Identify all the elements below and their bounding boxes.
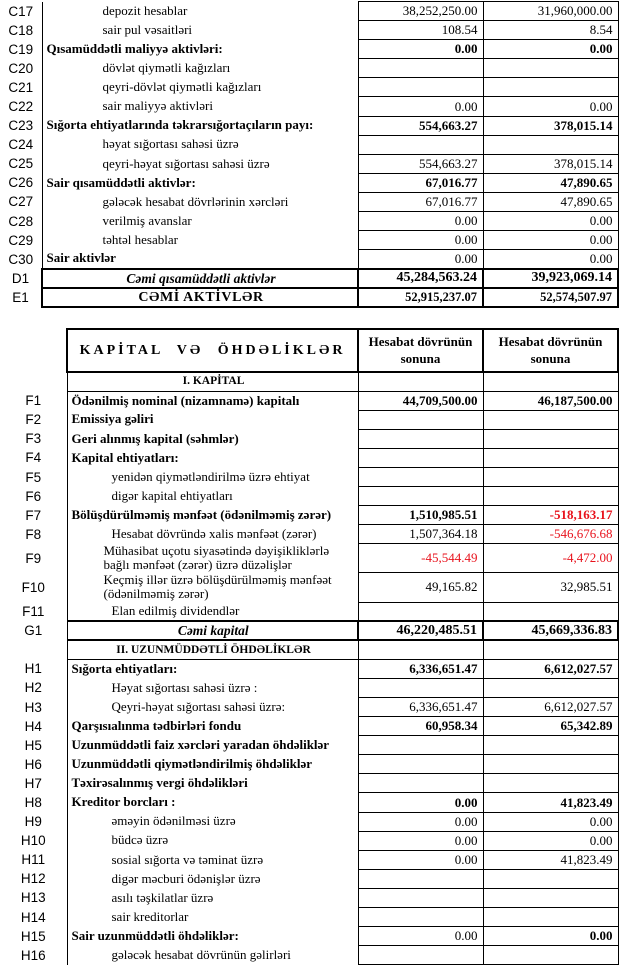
row-label: qeyri-həyat sığortası sahəsi üzrə — [102, 155, 270, 171]
row-label: Keçmiş illər üzrə bölüşdürülməmiş mənfəət (ödənilməmiş zərər) — [67, 573, 358, 602]
value-col2: 47,890.65 — [483, 173, 618, 192]
row-code: F9 — [0, 544, 67, 573]
row-code: F3 — [0, 429, 67, 448]
table-row — [0, 946, 618, 965]
value-col2: 0.00 — [483, 831, 618, 850]
table-row — [0, 391, 618, 410]
row-code: C17 — [0, 2, 42, 21]
table-row — [0, 154, 618, 173]
value-col1 — [358, 678, 483, 697]
row-code: C19 — [0, 40, 42, 59]
row-label: sair kreditorlar — [67, 908, 358, 927]
value-col1: 0.00 — [358, 927, 483, 946]
table-row — [0, 21, 618, 40]
row-label: Qarşısıalınma tədbirləri fondu — [67, 717, 358, 736]
value-col2 — [483, 888, 618, 907]
row-label: Sair aktivlər — [46, 250, 116, 266]
value-col1 — [358, 908, 483, 927]
table-row — [0, 927, 618, 946]
value-col2: 65,342.89 — [483, 717, 618, 736]
row-code: C24 — [0, 135, 42, 154]
row-code: G1 — [0, 621, 67, 640]
value-col1: -45,544.49 — [358, 544, 483, 573]
row-label: Qısamüddətli maliyyə aktivləri: — [46, 40, 223, 56]
table-row — [0, 59, 618, 78]
row-label: Uzunmüddətli qiymətləndirilmiş öhdəliklər — [67, 755, 358, 774]
table-row — [0, 573, 618, 602]
table-row — [0, 192, 618, 211]
row-code: F4 — [0, 448, 67, 467]
row-code: H4 — [0, 717, 67, 736]
table-row — [0, 774, 618, 793]
value-col1: 6,336,651.47 — [358, 698, 483, 717]
table-row — [0, 448, 618, 467]
assets-table-body — [0, 2, 618, 308]
row-label: Uzunmüddətli faiz xərcləri yaradan öhdəliklər — [67, 736, 358, 755]
value-col2: 52,574,507.97 — [483, 288, 618, 307]
row-label: Geri alınmış kapital (səhmlər) — [67, 429, 358, 448]
row-label: verilmiş avanslar — [102, 212, 192, 228]
period-column-header-1: Hesabat dövrünün sonuna — [358, 329, 483, 372]
row-code: H5 — [0, 736, 67, 755]
value-col2: 0.00 — [483, 250, 618, 269]
value-col2 — [483, 602, 618, 621]
table-row — [0, 410, 618, 429]
value-col2: 378,015.14 — [483, 154, 618, 173]
table-row — [0, 544, 618, 573]
value-col1 — [358, 410, 483, 429]
value-col1 — [358, 946, 483, 965]
value-col1: 49,165.82 — [358, 573, 483, 602]
value-col2: 0.00 — [483, 97, 618, 116]
header-corner-cell — [0, 329, 67, 372]
value-col1: 67,016.77 — [358, 173, 483, 192]
value-col1: 1,510,985.51 — [358, 506, 483, 525]
row-code: H7 — [0, 774, 67, 793]
table-row — [0, 888, 618, 907]
value-col2: 6,612,027.57 — [483, 698, 618, 717]
row-code: F2 — [0, 410, 67, 429]
value-col2: 46,187,500.00 — [483, 391, 618, 410]
value-col1: 46,220,485.51 — [358, 621, 483, 640]
value-col2 — [483, 135, 618, 154]
table-row — [0, 850, 618, 869]
table-row — [0, 812, 618, 831]
value-col1: 0.00 — [358, 40, 483, 59]
row-label: təhtəl hesablar — [102, 231, 178, 247]
value-col1: 0.00 — [358, 831, 483, 850]
value-col1 — [358, 135, 483, 154]
row-label: Sığorta ehtiyatları: — [67, 659, 358, 678]
row-label: digər məcburi ödənişlər üzrə — [67, 869, 358, 888]
row-code: H9 — [0, 812, 67, 831]
row-code: H13 — [0, 888, 67, 907]
row-label: büdcə üzrə — [67, 831, 358, 850]
table-header-row — [0, 329, 618, 372]
row-code: D1 — [0, 269, 42, 288]
value-col1: 60,958.34 — [358, 717, 483, 736]
value-col2: 41,823.49 — [483, 850, 618, 869]
table-row — [0, 40, 618, 59]
value-col2 — [483, 429, 618, 448]
row-label: depozit hesablar — [102, 2, 188, 18]
value-col2: 0.00 — [483, 212, 618, 231]
value-col2 — [483, 678, 618, 697]
row-label: qeyri-dövlət qiymətli kağızları — [102, 79, 262, 95]
row-label: Sair uzunmüddətli öhdəliklər: — [67, 927, 358, 946]
value-col1 — [358, 736, 483, 755]
row-label: gələcək hesabat dövrlərinin xərcləri — [102, 193, 289, 209]
row-label: sosial sığorta və təminat üzrə — [67, 850, 358, 869]
row-code: F7 — [0, 506, 67, 525]
assets-table — [0, 1, 619, 308]
row-label: Kreditor borcları : — [67, 793, 358, 812]
row-code: F6 — [0, 487, 67, 506]
value-col2: -4,472.00 — [483, 544, 618, 573]
table-row — [0, 678, 618, 697]
value-col2 — [483, 372, 618, 391]
table-row — [0, 97, 618, 116]
value-col2 — [483, 78, 618, 97]
value-col1: 0.00 — [358, 231, 483, 250]
table-row — [0, 135, 618, 154]
value-col2: 0.00 — [483, 812, 618, 831]
value-col1 — [358, 59, 483, 78]
table-row — [0, 173, 618, 192]
row-code: H2 — [0, 678, 67, 697]
value-col2: 47,890.65 — [483, 192, 618, 211]
row-code — [0, 640, 67, 659]
row-code: H11 — [0, 850, 67, 869]
row-code: C26 — [0, 173, 42, 192]
value-col1: 52,915,237.07 — [358, 288, 483, 307]
row-code: H16 — [0, 946, 67, 965]
row-label: Sığorta ehtiyatlarında təkrarsığortaçıların payı: — [46, 117, 314, 133]
table-row — [0, 640, 618, 659]
table-row — [0, 736, 618, 755]
row-label: əməyin ödənilməsi üzrə — [67, 812, 358, 831]
value-col2 — [483, 736, 618, 755]
value-col1 — [358, 429, 483, 448]
value-col2: -518,163.17 — [483, 506, 618, 525]
row-code: F11 — [0, 602, 67, 621]
table-row — [0, 487, 618, 506]
row-code — [0, 372, 67, 391]
row-code: F1 — [0, 391, 67, 410]
value-col1: 0.00 — [358, 97, 483, 116]
row-code: H6 — [0, 755, 67, 774]
value-col2 — [483, 59, 618, 78]
value-col1: 1,507,364.18 — [358, 525, 483, 544]
row-label: I. KAPİTAL — [67, 372, 358, 391]
value-col1 — [358, 78, 483, 97]
value-col1 — [358, 467, 483, 486]
value-col2: -546,676.68 — [483, 525, 618, 544]
value-col1: 554,663.27 — [358, 116, 483, 135]
row-label: CƏMİ AKTİVLƏR — [42, 288, 358, 307]
row-code: F10 — [0, 573, 67, 602]
value-col2 — [483, 410, 618, 429]
value-col2: 45,669,336.83 — [483, 621, 618, 640]
value-col1: 67,016.77 — [358, 192, 483, 211]
value-col1: 108.54 — [358, 21, 483, 40]
row-code: C23 — [0, 116, 42, 135]
row-label: sair maliyyə aktivləri — [102, 98, 213, 114]
row-code: C27 — [0, 192, 42, 211]
row-code: H12 — [0, 869, 67, 888]
value-col2: 41,823.49 — [483, 793, 618, 812]
row-label: sair pul vəsaitləri — [102, 21, 193, 37]
value-col1 — [358, 487, 483, 506]
table-row — [0, 250, 618, 269]
row-label: Qeyri-həyat sığortası sahəsi üzrə: — [67, 698, 358, 717]
value-col2: 0.00 — [483, 40, 618, 59]
row-label: Cəmi kapital — [67, 621, 358, 640]
row-label: Ödənilmiş nominal (nizamnamə) kapitalı — [67, 391, 358, 410]
row-label: asılı təşkilatlar üzrə — [67, 888, 358, 907]
table-row — [0, 269, 618, 288]
value-col1: 0.00 — [358, 212, 483, 231]
row-code: C25 — [0, 154, 42, 173]
row-label: II. UZUNMÜDDƏTLİ ÖHDƏLİKLƏR — [67, 640, 358, 659]
row-label: Mühasibat uçotu siyasətində dəyişikliklərlə bağlı mənfəət (zərər) üzrə düzəlişlər — [67, 544, 358, 573]
row-code: H1 — [0, 659, 67, 678]
value-col2 — [483, 448, 618, 467]
row-label: Kapital ehtiyatları: — [67, 448, 358, 467]
value-col2 — [483, 869, 618, 888]
row-code: H8 — [0, 793, 67, 812]
value-col1 — [358, 888, 483, 907]
period-column-header-2: Hesabat dövrünün sonuna — [483, 329, 618, 372]
value-col1: 0.00 — [358, 850, 483, 869]
value-col2: 32,985.51 — [483, 573, 618, 602]
value-col1 — [358, 372, 483, 391]
row-label: Sair qısamüddətli aktivlər: — [46, 174, 196, 190]
row-code: C29 — [0, 231, 42, 250]
table-row — [0, 621, 618, 640]
row-label: həyat sığortası sahəsi üzrə — [102, 136, 239, 152]
value-col2 — [483, 946, 618, 965]
value-col2: 0.00 — [483, 927, 618, 946]
value-col2 — [483, 755, 618, 774]
table-row — [0, 372, 618, 391]
table-row — [0, 116, 618, 135]
row-code: C28 — [0, 212, 42, 231]
row-label: Cəmi qısamüddətli aktivlər — [42, 269, 358, 288]
value-col1: 0.00 — [358, 812, 483, 831]
capital-table-body — [0, 372, 618, 965]
table-row — [0, 212, 618, 231]
table-header-title: KAPİTAL VƏ ÖHDƏLİKLƏR — [67, 329, 358, 372]
value-col1 — [358, 448, 483, 467]
value-col1: 45,284,563.24 — [358, 269, 483, 288]
value-col2 — [483, 908, 618, 927]
row-label: Emissiya gəliri — [67, 410, 358, 429]
row-code: C22 — [0, 97, 42, 116]
row-code: C20 — [0, 59, 42, 78]
value-col1 — [358, 774, 483, 793]
row-label: gələcək hesabat dövrünün gəlirləri — [67, 946, 358, 965]
table-row — [0, 908, 618, 927]
value-col2: 6,612,027.57 — [483, 659, 618, 678]
row-code: E1 — [0, 288, 42, 307]
value-col1: 554,663.27 — [358, 154, 483, 173]
value-col2: 378,015.14 — [483, 116, 618, 135]
value-col2: 39,923,069.14 — [483, 269, 618, 288]
row-code: H14 — [0, 908, 67, 927]
value-col2 — [483, 640, 618, 659]
table-row — [0, 602, 618, 621]
row-code: H10 — [0, 831, 67, 850]
value-col1 — [358, 755, 483, 774]
table-row — [0, 2, 618, 21]
table-row — [0, 506, 618, 525]
table-row — [0, 717, 618, 736]
table-row — [0, 869, 618, 888]
table-row — [0, 659, 618, 678]
value-col2: 31,960,000.00 — [483, 2, 618, 21]
value-col2 — [483, 467, 618, 486]
row-label: Hesabat dövründə xalis mənfəət (zərər) — [67, 525, 358, 544]
row-label: yenidən qiymətləndirilmə üzrə ehtiyat — [67, 467, 358, 486]
row-label: Elan edilmiş dividendlər — [67, 602, 358, 621]
row-code: F8 — [0, 525, 67, 544]
row-label: Təxirəsalınmış vergi öhdəlikləri — [67, 774, 358, 793]
row-code: H3 — [0, 698, 67, 717]
value-col1: 0.00 — [358, 250, 483, 269]
table-row — [0, 78, 618, 97]
table-row — [0, 429, 618, 448]
value-col2 — [483, 487, 618, 506]
value-col1 — [358, 869, 483, 888]
row-label: dövlət qiymətli kağızları — [102, 60, 231, 76]
value-col1: 0.00 — [358, 793, 483, 812]
row-label: Həyat sığortası sahəsi üzrə : — [67, 678, 358, 697]
row-label: digər kapital ehtiyatları — [67, 487, 358, 506]
row-code: F5 — [0, 467, 67, 486]
table-row — [0, 755, 618, 774]
table-row — [0, 467, 618, 486]
row-code: H15 — [0, 927, 67, 946]
row-label: Bölüşdürülməmiş mənfəət (ödənilməmiş zərər) — [67, 506, 358, 525]
value-col1: 6,336,651.47 — [358, 659, 483, 678]
value-col1 — [358, 602, 483, 621]
capital-liabilities-table — [0, 328, 619, 965]
value-col2 — [483, 774, 618, 793]
value-col1: 38,252,250.00 — [358, 2, 483, 21]
row-code: C21 — [0, 78, 42, 97]
table-row — [0, 793, 618, 812]
row-code: C18 — [0, 21, 42, 40]
table-row — [0, 698, 618, 717]
table-row — [0, 831, 618, 850]
table-row — [0, 525, 618, 544]
table-row — [0, 231, 618, 250]
value-col2: 0.00 — [483, 231, 618, 250]
row-code: C30 — [0, 250, 42, 269]
value-col1: 44,709,500.00 — [358, 391, 483, 410]
table-row — [0, 288, 618, 307]
value-col1 — [358, 640, 483, 659]
value-col2: 8.54 — [483, 21, 618, 40]
